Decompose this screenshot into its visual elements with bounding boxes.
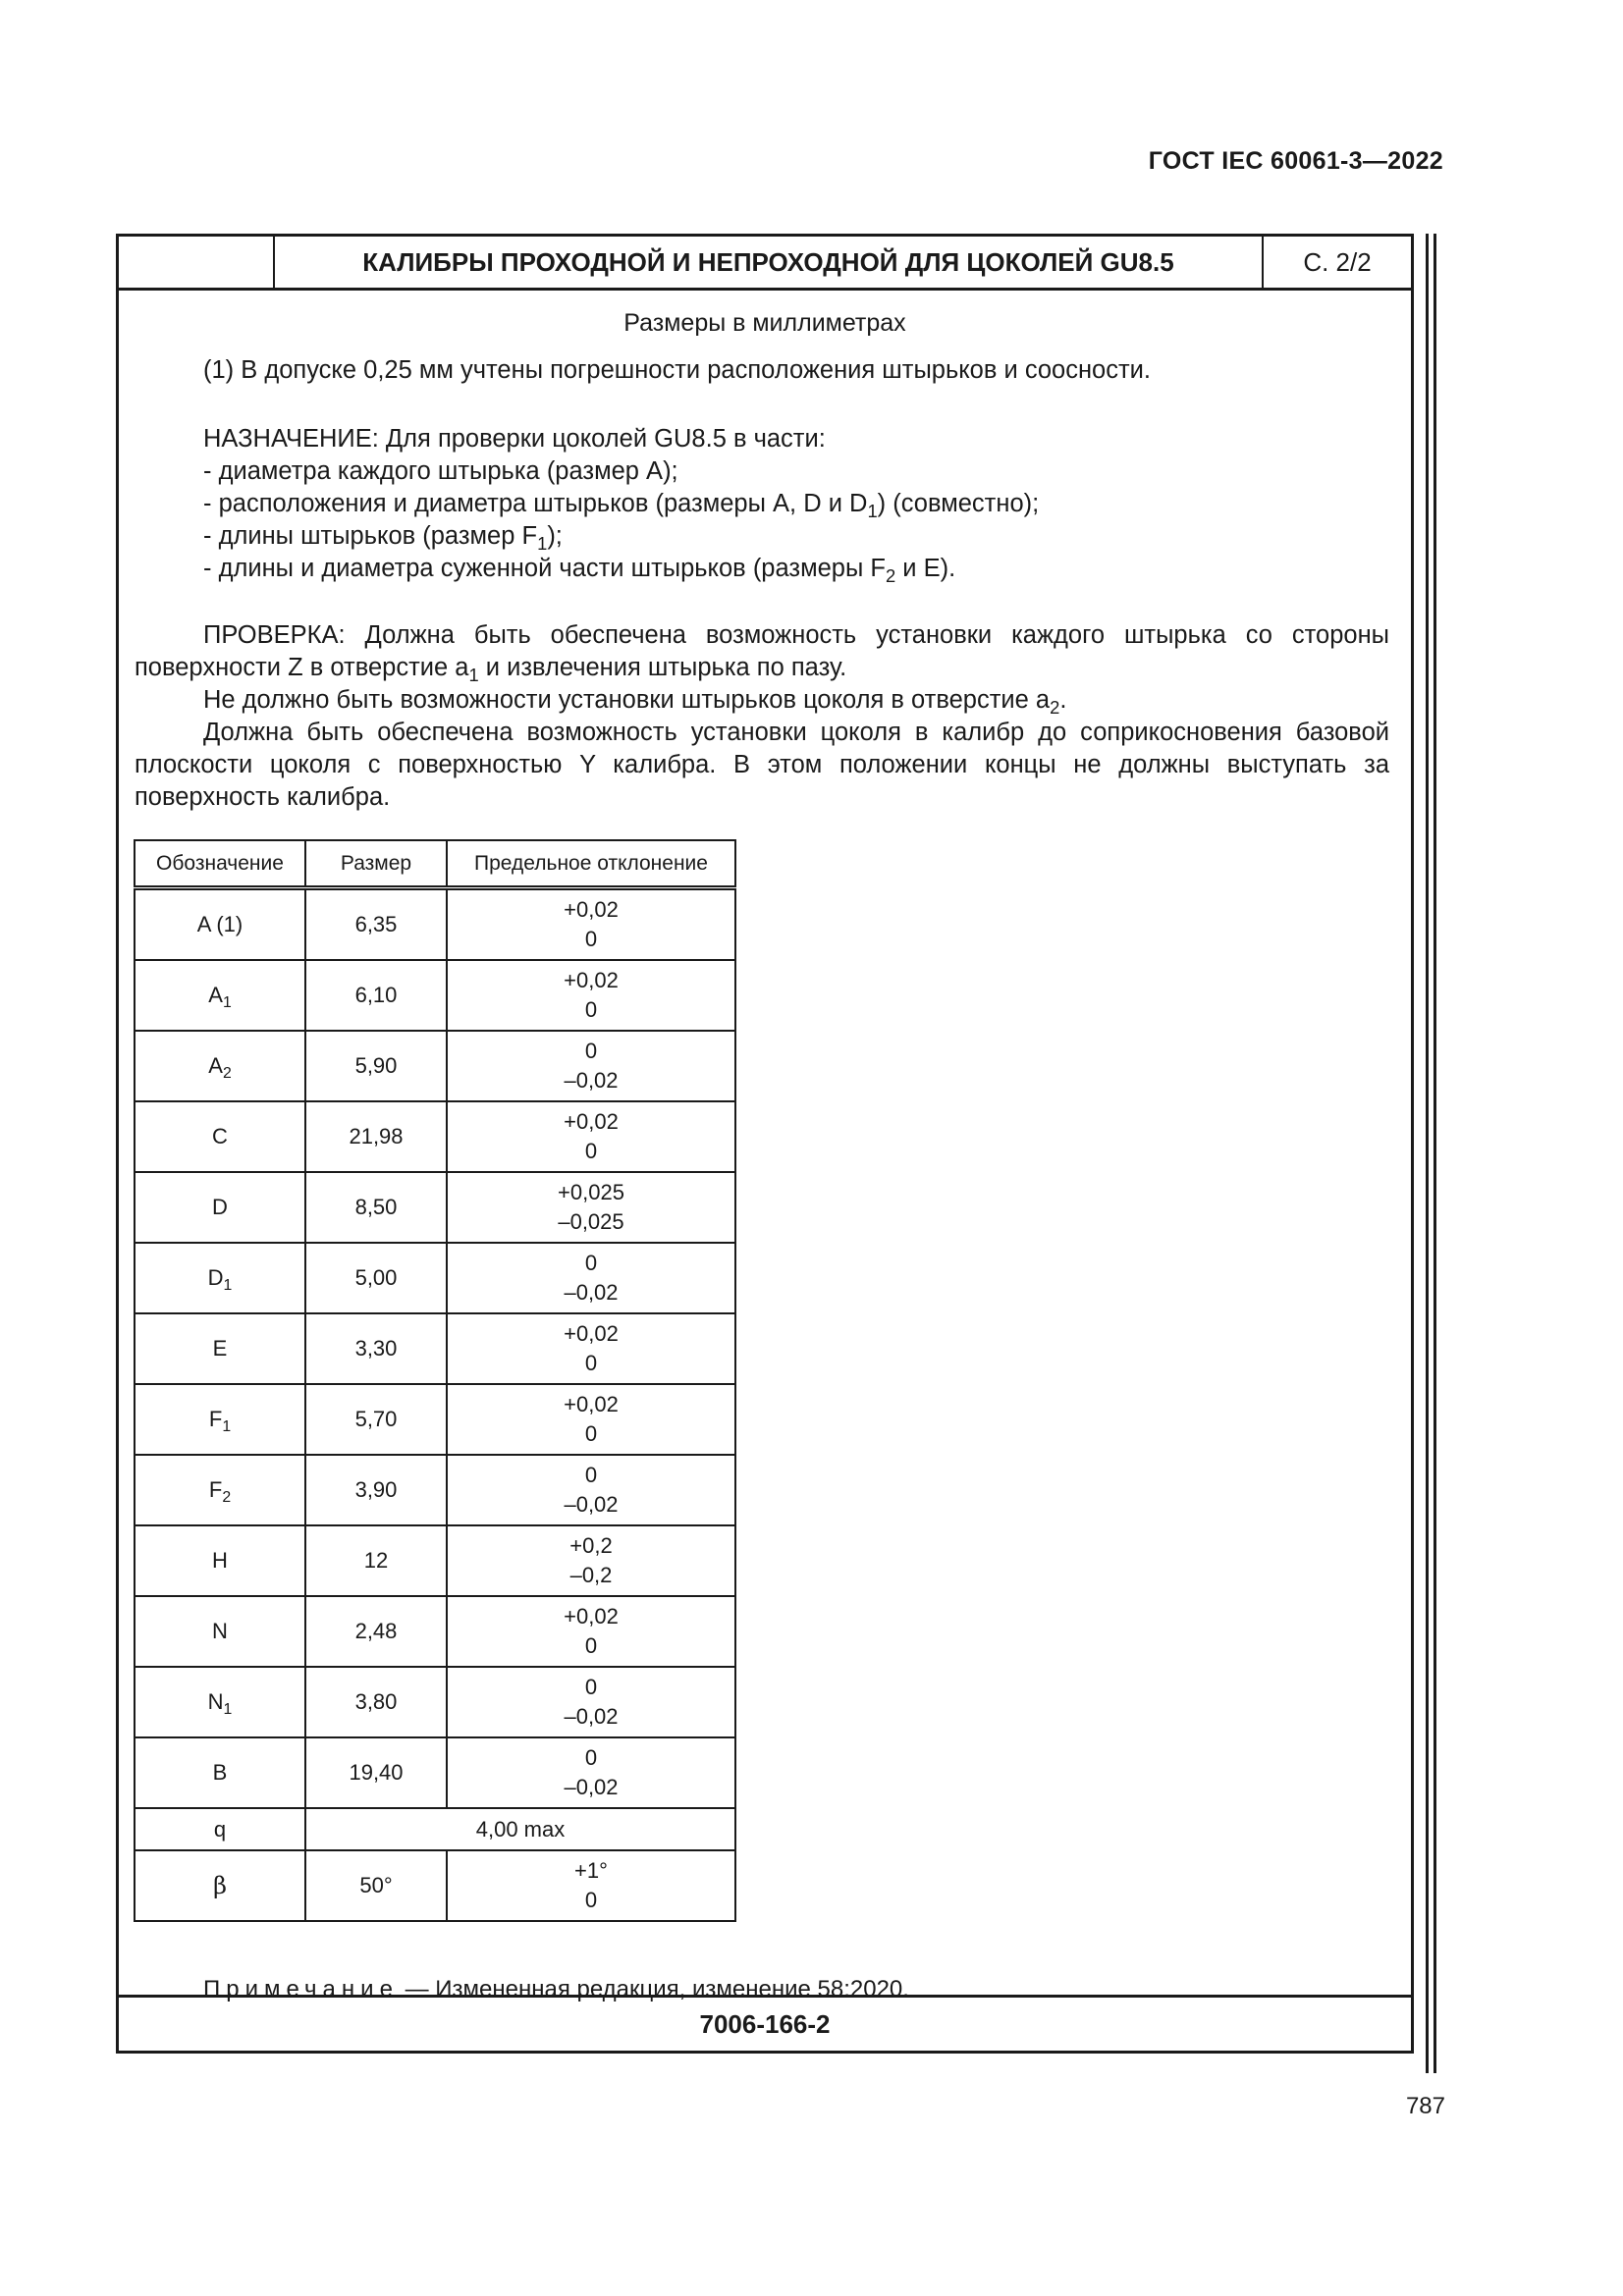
col-header-deviation: Предельное отклонение [447,840,735,888]
deviation-cell [447,888,735,961]
purpose-item: - расположения и диаметра штырьков (размеры A, D и $D_1$) (совместно); [203,490,1040,521]
purpose-item: - длины и диаметра суженной части штырьков (размеры $F_2$ и E). [203,555,956,586]
upper-deviation: 0 [584,1675,598,1699]
deviation-cell [447,1667,735,1737]
table-row [135,1737,735,1808]
table-row [135,1101,735,1172]
deviation-cell [447,1455,735,1525]
upper-deviation: +0,02 [564,1109,619,1134]
sheet-frame [116,234,1414,2054]
sheet-number: С. 2/2 [1303,246,1372,277]
lower-deviation: 0 [584,1633,598,1658]
lower-deviation: –0,02 [564,1775,619,1799]
upper-deviation: 0 [584,1039,598,1063]
check-paragraph: Не должно быть возможности установки штырьков цоколя в отверстие $a_2$. [203,686,1067,718]
table-row [135,1596,735,1667]
upper-deviation: +0,02 [564,1604,619,1629]
size-cell: 21,98 [305,1101,447,1172]
units-note: Размеры в миллиметрах [623,309,906,337]
upper-deviation: +0,02 [564,897,619,922]
frame-double-line [1434,234,1436,2073]
upper-deviation: +0,02 [564,968,619,992]
table-header-row [135,840,735,888]
lower-deviation: 0 [584,1139,598,1163]
table-row [135,1313,735,1384]
size-cell: 19,40 [305,1737,447,1808]
purpose-item: - диаметра каждого штырька (размер A); [203,457,678,485]
designation-cell: $F_2$ [135,1455,305,1525]
col-header-designation: Обозначение [135,840,305,888]
table-row [135,1455,735,1525]
table-row [135,1172,735,1243]
lower-deviation: 0 [584,1351,598,1375]
table-row [135,1384,735,1455]
dimensions-table [134,839,736,1922]
designation-cell: A (1) [135,888,305,961]
lower-deviation: 0 [584,927,598,951]
designation-cell: N [135,1596,305,1667]
deviation-cell [447,1101,735,1172]
upper-deviation: +0,02 [564,1321,619,1346]
page-number: 787 [1405,2093,1445,2119]
check-paragraph: ПРОВЕРКА: Должна быть обеспечена возможность установки каждого штырька со стороны поверхности Z в отверстие $a_1$ и извлечения штырька по пазу. [135,621,1389,685]
standard-code: ГОСТ IEC 60061-3—2022 [1148,147,1443,175]
lower-deviation: –0,02 [564,1280,619,1305]
sheet-title: КАЛИБРЫ ПРОХОДНОЙ И НЕПРОХОДНОЙ ДЛЯ ЦОКОЛЕЙ GU8.5 [275,237,1264,288]
note-text: — Измененная редакция, изменение 58:2020. [398,1976,909,2002]
table-row [135,1850,735,1921]
size-cell: 6,35 [305,888,447,961]
designation-cell: H [135,1525,305,1596]
table-row [135,1525,735,1596]
designation-cell: β [135,1850,305,1921]
lower-deviation: –0,02 [564,1068,619,1093]
deviation-cell [447,1384,735,1455]
note-label: Примечание [203,1976,399,2002]
purpose-section [203,423,1039,585]
size-cell: 3,90 [305,1455,447,1525]
size-cell: 50° [305,1850,447,1921]
deviation-cell [447,1172,735,1243]
deviation-cell [447,1525,735,1596]
lower-deviation: 0 [584,1888,598,1912]
lower-deviation: 0 [584,1421,598,1446]
designation-cell: $F_1$ [135,1384,305,1455]
lower-deviation: –0,025 [558,1209,624,1234]
purpose-heading: НАЗНАЧЕНИЕ: Для проверки цоколей GU8.5 в части: [203,425,826,453]
table-row [135,960,735,1031]
deviation-cell [447,1737,735,1808]
designation-cell: $N_1$ [135,1667,305,1737]
designation-cell: $A_2$ [135,1031,305,1101]
size-cell: 3,80 [305,1667,447,1737]
purpose-item: - длины штырьков (размер $F_1$); [203,522,563,554]
upper-deviation: +0,025 [558,1180,624,1204]
designation-cell: D [135,1172,305,1243]
upper-deviation: 0 [584,1251,598,1275]
table-row [135,1243,735,1313]
deviation-cell [447,1850,735,1921]
size-cell: 2,48 [305,1596,447,1667]
upper-deviation: +1° [574,1858,608,1883]
lower-deviation: 0 [584,997,598,1022]
size-cell: 3,30 [305,1313,447,1384]
size-cell: 5,90 [305,1031,447,1101]
table-row [135,1808,735,1850]
upper-deviation: 0 [584,1745,598,1770]
frame-double-line [1426,234,1429,2073]
table-row [135,1031,735,1101]
designation-cell: $A_1$ [135,960,305,1031]
table-row [135,1667,735,1737]
designation-cell: C [135,1101,305,1172]
deviation-cell [447,960,735,1031]
table-row [135,888,735,961]
size-cell: 12 [305,1525,447,1596]
designation-cell: E [135,1313,305,1384]
deviation-cell [447,1596,735,1667]
designation-cell: q [135,1808,305,1850]
designation-cell: $D_1$ [135,1243,305,1313]
designation-cell: B [135,1737,305,1808]
size-cell: 6,10 [305,960,447,1031]
footnote-1: (1) В допуске 0,25 мм учтены погрешности расположения штырьков и соосности. [203,356,1151,384]
deviation-cell [447,1313,735,1384]
lower-deviation: –0,02 [564,1492,619,1517]
upper-deviation: +0,02 [564,1392,619,1416]
size-cell: 5,70 [305,1384,447,1455]
sheet-footer-code: 7006-166-2 [119,1995,1411,2051]
upper-deviation: +0,2 [569,1533,613,1558]
header-empty-cell [119,237,275,288]
size-cell: 5,00 [305,1243,447,1313]
check-section [135,619,1389,814]
check-paragraph: Должна быть обеспечена возможность установки цоколя в калибр до соприкосновения базовой плоскости цоколя с поверхностью Y калибра. В этом положении концы не должны выступать за поверхность калибра. [135,719,1389,811]
lower-deviation: –0,02 [564,1704,619,1729]
size-cell: 8,50 [305,1172,447,1243]
deviation-cell [447,1031,735,1101]
upper-deviation: 0 [584,1463,598,1487]
col-header-size: Размер [305,840,447,888]
deviation-cell [447,1243,735,1313]
lower-deviation: –0,2 [569,1563,613,1587]
size-cell: 4,00 max [305,1808,735,1850]
sheet-header [119,237,1411,291]
